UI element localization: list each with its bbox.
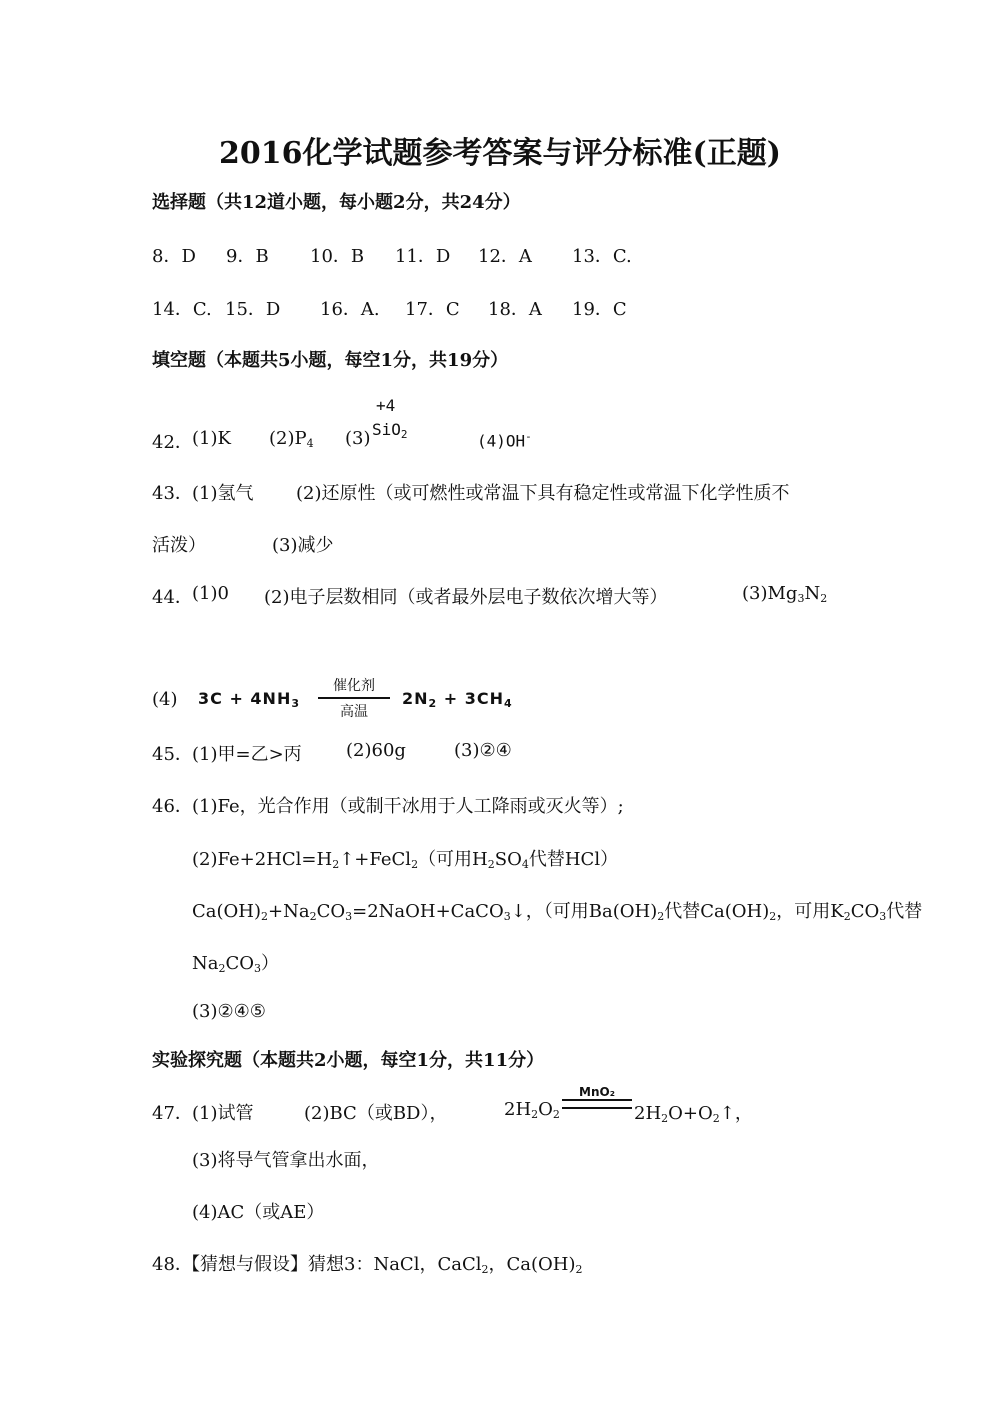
question-47-part-3: (3)将导气管拿出水面，: [192, 1150, 380, 1171]
answer-item: 16．A.: [320, 299, 380, 320]
choice-section-header: 选择题（共12道小题，每小题2分，共24分）: [152, 192, 521, 213]
equation-left: $2H_2O_2$: [504, 1099, 560, 1121]
question-46-part-2: $(2)Fe+2HCl=H_2↑+FeCl_2$（可用$H_2SO_4$代替HCl）: [192, 849, 619, 871]
question-number: 46．: [152, 796, 193, 817]
temperature-label: 高温: [340, 704, 368, 720]
answer-part: (4): [152, 689, 178, 710]
question-47-part-4: (4)AC（或AE）: [192, 1202, 325, 1223]
answer-part: (2)还原性（或可燃性或常温下具有稳定性或常温下化学性质不: [296, 483, 790, 504]
question-46-part-2-equation: $Ca(OH)_2+Na_2CO_3=2NaOH+CaCO_3↓$，（可用$Ba(OH)_2$代替$Ca(OH)_2$，可用$K_2CO_3$代替: [192, 901, 923, 923]
question-number: 45．: [152, 744, 193, 765]
answer-item: 19．C: [572, 299, 627, 320]
catalyst-label: MnO₂: [579, 1085, 615, 1099]
answer-item: 15．D: [225, 299, 281, 320]
answer-part: (2)BC（或BD），: [304, 1103, 448, 1124]
experiment-section-header: 实验探究题（本题共2小题，每空1分，共11分）: [152, 1050, 545, 1071]
question-number: 47．: [152, 1103, 193, 1124]
reaction-condition: [318, 675, 390, 721]
answer-part: (1)甲=乙>丙: [192, 744, 302, 765]
answer-item: 9．B: [226, 246, 269, 267]
answer-part: (1)0: [192, 583, 229, 604]
answer-item: 13．C.: [572, 246, 632, 267]
equals-sign: [562, 1099, 632, 1109]
equation-right: $2N_2 + 3CH_4$: [402, 689, 513, 710]
answer-part: $(2)P_4$: [269, 428, 314, 450]
answer-part: (3): [345, 428, 371, 449]
answer-part: (1)试管: [192, 1103, 254, 1124]
answer-part: (1)氢气: [192, 483, 254, 504]
fill-section-header: 填空题（本题共5小题，每空1分，共19分）: [152, 350, 509, 371]
reaction-condition: [562, 1085, 632, 1109]
answer-item: 17．C: [405, 299, 460, 320]
answer-item: 10．B: [310, 246, 365, 267]
answer-item: 8．D: [152, 246, 196, 267]
silicon-dioxide-formula: SiO$_2$: [372, 420, 408, 441]
answer-part: (2)60g: [346, 740, 406, 761]
answer-part: (1)K: [192, 428, 231, 449]
answer-item: 14．C.: [152, 299, 212, 320]
answer-part: 活泼）: [152, 535, 206, 556]
question-46-part-3: (3)②④⑤: [192, 1001, 266, 1022]
answer-item: 12．A: [478, 246, 532, 267]
page-title: 2016化学试题参考答案与评分标准(正题): [219, 136, 781, 171]
answer-part: (3)减少: [272, 535, 334, 556]
answer-part: (1)Fe，光合作用（或制干冰用于人工降雨或灭火等）;: [192, 796, 624, 817]
question-46-part-2-continued: $Na_2CO_3$）: [192, 953, 280, 975]
reaction-arrow: [318, 697, 390, 699]
question-number: 43．: [152, 483, 193, 504]
catalyst-label: 催化剂: [333, 678, 375, 694]
answer-part: (2)电子层数相同（或者最外层电子数依次增大等）: [264, 587, 668, 608]
answer-item: 18．A: [488, 299, 542, 320]
question-number: 42．: [152, 432, 193, 453]
question-number: 44．: [152, 587, 193, 608]
answer-part: $(3)Mg_3N_2$: [742, 583, 828, 605]
question-number: 48．: [152, 1254, 193, 1275]
answer-part: (3)②④: [454, 740, 512, 761]
valence-label: +4: [376, 396, 396, 415]
equation-right: $2H_2O+O_2↑$，: [634, 1103, 753, 1125]
equation-left: $3C + 4NH_3$: [198, 689, 300, 710]
answer-part: (4)OH-: [477, 430, 532, 451]
answer-part: 【猜想与假设】猜想3：NaCl，CaCl$_2$，$Ca(OH)_2$: [182, 1254, 583, 1276]
answer-item: 11．D: [395, 246, 451, 267]
